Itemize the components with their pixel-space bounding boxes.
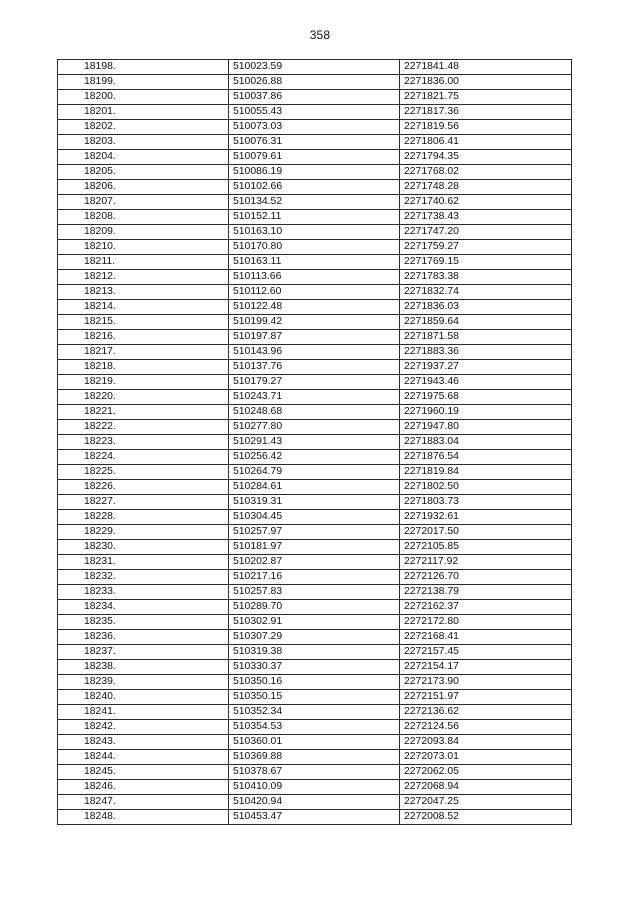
x-coordinate-cell: 510319.31 — [229, 495, 400, 510]
point-number-cell: 18208. — [58, 210, 229, 225]
point-number-cell: 18242. — [58, 720, 229, 735]
x-coordinate-cell: 510378.67 — [229, 765, 400, 780]
x-coordinate-cell: 510181.97 — [229, 540, 400, 555]
point-number-cell: 18205. — [58, 165, 229, 180]
y-coordinate-cell: 2271819.84 — [400, 465, 572, 480]
x-coordinate-cell: 510319.38 — [229, 645, 400, 660]
table-row — [58, 300, 572, 315]
y-coordinate-cell: 2271819.56 — [400, 120, 572, 135]
x-coordinate-cell: 510073.03 — [229, 120, 400, 135]
point-number-cell: 18239. — [58, 675, 229, 690]
point-number-cell: 18201. — [58, 105, 229, 120]
table-row — [58, 285, 572, 300]
table-row — [58, 240, 572, 255]
y-coordinate-cell: 2271740.62 — [400, 195, 572, 210]
point-number-cell: 18225. — [58, 465, 229, 480]
y-coordinate-cell: 2272154.17 — [400, 660, 572, 675]
x-coordinate-cell: 510102.66 — [229, 180, 400, 195]
x-coordinate-cell: 510202.87 — [229, 555, 400, 570]
table-row — [58, 345, 572, 360]
x-coordinate-cell: 510122.48 — [229, 300, 400, 315]
table-row — [58, 555, 572, 570]
point-number-cell: 18241. — [58, 705, 229, 720]
y-coordinate-cell: 2272017.50 — [400, 525, 572, 540]
coordinates-table — [57, 59, 572, 825]
point-number-cell: 18230. — [58, 540, 229, 555]
x-coordinate-cell: 510143.96 — [229, 345, 400, 360]
x-coordinate-cell: 510112.60 — [229, 285, 400, 300]
y-coordinate-cell: 2271932.61 — [400, 510, 572, 525]
coordinates-table-body — [58, 60, 572, 825]
y-coordinate-cell: 2271859.64 — [400, 315, 572, 330]
x-coordinate-cell: 510179.27 — [229, 375, 400, 390]
y-coordinate-cell: 2272093.84 — [400, 735, 572, 750]
table-row — [58, 360, 572, 375]
table-row — [58, 780, 572, 795]
table-row — [58, 165, 572, 180]
x-coordinate-cell: 510248.68 — [229, 405, 400, 420]
y-coordinate-cell: 2271821.75 — [400, 90, 572, 105]
x-coordinate-cell: 510350.16 — [229, 675, 400, 690]
x-coordinate-cell: 510152.11 — [229, 210, 400, 225]
table-row — [58, 180, 572, 195]
point-number-cell: 18202. — [58, 120, 229, 135]
x-coordinate-cell: 510291.43 — [229, 435, 400, 450]
point-number-cell: 18203. — [58, 135, 229, 150]
x-coordinate-cell: 510352.34 — [229, 705, 400, 720]
y-coordinate-cell: 2272172.80 — [400, 615, 572, 630]
x-coordinate-cell: 510217.16 — [229, 570, 400, 585]
table-row — [58, 675, 572, 690]
y-coordinate-cell: 2271806.41 — [400, 135, 572, 150]
table-row — [58, 330, 572, 345]
x-coordinate-cell: 510284.61 — [229, 480, 400, 495]
table-row — [58, 195, 572, 210]
table-row — [58, 525, 572, 540]
point-number-cell: 18210. — [58, 240, 229, 255]
table-row — [58, 150, 572, 165]
x-coordinate-cell: 510264.79 — [229, 465, 400, 480]
table-row — [58, 795, 572, 810]
x-coordinate-cell: 510354.53 — [229, 720, 400, 735]
x-coordinate-cell: 510086.19 — [229, 165, 400, 180]
point-number-cell: 18204. — [58, 150, 229, 165]
y-coordinate-cell: 2271783.38 — [400, 270, 572, 285]
table-row — [58, 90, 572, 105]
point-number-cell: 18233. — [58, 585, 229, 600]
table-row — [58, 390, 572, 405]
x-coordinate-cell: 510163.10 — [229, 225, 400, 240]
table-row — [58, 375, 572, 390]
x-coordinate-cell: 510243.71 — [229, 390, 400, 405]
point-number-cell: 18220. — [58, 390, 229, 405]
table-row — [58, 60, 572, 75]
y-coordinate-cell: 2272117.92 — [400, 555, 572, 570]
point-number-cell: 18218. — [58, 360, 229, 375]
y-coordinate-cell: 2271803.73 — [400, 495, 572, 510]
y-coordinate-cell: 2271802.50 — [400, 480, 572, 495]
x-coordinate-cell: 510037.86 — [229, 90, 400, 105]
y-coordinate-cell: 2271937.27 — [400, 360, 572, 375]
table-row — [58, 120, 572, 135]
point-number-cell: 18229. — [58, 525, 229, 540]
table-row — [58, 660, 572, 675]
point-number-cell: 18244. — [58, 750, 229, 765]
table-row — [58, 105, 572, 120]
y-coordinate-cell: 2271943.46 — [400, 375, 572, 390]
point-number-cell: 18214. — [58, 300, 229, 315]
point-number-cell: 18227. — [58, 495, 229, 510]
y-coordinate-cell: 2272151.97 — [400, 690, 572, 705]
x-coordinate-cell: 510257.83 — [229, 585, 400, 600]
y-coordinate-cell: 2271759.27 — [400, 240, 572, 255]
point-number-cell: 18247. — [58, 795, 229, 810]
y-coordinate-cell: 2271883.36 — [400, 345, 572, 360]
point-number-cell: 18213. — [58, 285, 229, 300]
point-number-cell: 18232. — [58, 570, 229, 585]
table-row — [58, 690, 572, 705]
table-row — [58, 225, 572, 240]
x-coordinate-cell: 510410.09 — [229, 780, 400, 795]
point-number-cell: 18219. — [58, 375, 229, 390]
table-row — [58, 810, 572, 825]
point-number-cell: 18226. — [58, 480, 229, 495]
y-coordinate-cell: 2271841.48 — [400, 60, 572, 75]
y-coordinate-cell: 2271883.04 — [400, 435, 572, 450]
y-coordinate-cell: 2272173.90 — [400, 675, 572, 690]
x-coordinate-cell: 510257.97 — [229, 525, 400, 540]
x-coordinate-cell: 510302.91 — [229, 615, 400, 630]
y-coordinate-cell: 2271960.19 — [400, 405, 572, 420]
table-row — [58, 315, 572, 330]
x-coordinate-cell: 510113.66 — [229, 270, 400, 285]
table-row — [58, 135, 572, 150]
y-coordinate-cell: 2272157.45 — [400, 645, 572, 660]
table-row — [58, 270, 572, 285]
point-number-cell: 18200. — [58, 90, 229, 105]
x-coordinate-cell: 510360.01 — [229, 735, 400, 750]
table-row — [58, 540, 572, 555]
x-coordinate-cell: 510134.52 — [229, 195, 400, 210]
x-coordinate-cell: 510304.45 — [229, 510, 400, 525]
x-coordinate-cell: 510277.80 — [229, 420, 400, 435]
y-coordinate-cell: 2272126.70 — [400, 570, 572, 585]
point-number-cell: 18228. — [58, 510, 229, 525]
table-row — [58, 750, 572, 765]
y-coordinate-cell: 2271747.20 — [400, 225, 572, 240]
table-row — [58, 705, 572, 720]
point-number-cell: 18234. — [58, 600, 229, 615]
table-row — [58, 405, 572, 420]
point-number-cell: 18216. — [58, 330, 229, 345]
x-coordinate-cell: 510163.11 — [229, 255, 400, 270]
y-coordinate-cell: 2272008.52 — [400, 810, 572, 825]
x-coordinate-cell: 510420.94 — [229, 795, 400, 810]
y-coordinate-cell: 2271836.00 — [400, 75, 572, 90]
y-coordinate-cell: 2272105.85 — [400, 540, 572, 555]
point-number-cell: 18222. — [58, 420, 229, 435]
y-coordinate-cell: 2272073.01 — [400, 750, 572, 765]
table-row — [58, 585, 572, 600]
point-number-cell: 18235. — [58, 615, 229, 630]
point-number-cell: 18198. — [58, 60, 229, 75]
y-coordinate-cell: 2272162.37 — [400, 600, 572, 615]
table-row — [58, 645, 572, 660]
table-row — [58, 570, 572, 585]
table-row — [58, 420, 572, 435]
y-coordinate-cell: 2271794.35 — [400, 150, 572, 165]
y-coordinate-cell: 2271738.43 — [400, 210, 572, 225]
x-coordinate-cell: 510055.43 — [229, 105, 400, 120]
point-number-cell: 18215. — [58, 315, 229, 330]
table-row — [58, 255, 572, 270]
point-number-cell: 18199. — [58, 75, 229, 90]
y-coordinate-cell: 2272047.25 — [400, 795, 572, 810]
point-number-cell: 18240. — [58, 690, 229, 705]
table-row — [58, 480, 572, 495]
point-number-cell: 18221. — [58, 405, 229, 420]
x-coordinate-cell: 510197.87 — [229, 330, 400, 345]
y-coordinate-cell: 2272138.79 — [400, 585, 572, 600]
point-number-cell: 18212. — [58, 270, 229, 285]
point-number-cell: 18238. — [58, 660, 229, 675]
table-row — [58, 615, 572, 630]
table-row — [58, 450, 572, 465]
point-number-cell: 18217. — [58, 345, 229, 360]
page-number: 358 — [309, 28, 331, 42]
point-number-cell: 18237. — [58, 645, 229, 660]
x-coordinate-cell: 510170.80 — [229, 240, 400, 255]
table-row — [58, 75, 572, 90]
point-number-cell: 18224. — [58, 450, 229, 465]
x-coordinate-cell: 510307.29 — [229, 630, 400, 645]
table-row — [58, 495, 572, 510]
point-number-cell: 18231. — [58, 555, 229, 570]
point-number-cell: 18236. — [58, 630, 229, 645]
y-coordinate-cell: 2271748.28 — [400, 180, 572, 195]
y-coordinate-cell: 2272168.41 — [400, 630, 572, 645]
point-number-cell: 18223. — [58, 435, 229, 450]
x-coordinate-cell: 510256.42 — [229, 450, 400, 465]
x-coordinate-cell: 510079.61 — [229, 150, 400, 165]
table-row — [58, 720, 572, 735]
y-coordinate-cell: 2272068.94 — [400, 780, 572, 795]
x-coordinate-cell: 510076.31 — [229, 135, 400, 150]
x-coordinate-cell: 510330.37 — [229, 660, 400, 675]
point-number-cell: 18245. — [58, 765, 229, 780]
point-number-cell: 18207. — [58, 195, 229, 210]
y-coordinate-cell: 2271817.36 — [400, 105, 572, 120]
point-number-cell: 18209. — [58, 225, 229, 240]
y-coordinate-cell: 2272062.05 — [400, 765, 572, 780]
y-coordinate-cell: 2272124.56 — [400, 720, 572, 735]
x-coordinate-cell: 510137.76 — [229, 360, 400, 375]
x-coordinate-cell: 510289.70 — [229, 600, 400, 615]
y-coordinate-cell: 2271947.80 — [400, 420, 572, 435]
x-coordinate-cell: 510350.15 — [229, 690, 400, 705]
table-row — [58, 465, 572, 480]
table-row — [58, 735, 572, 750]
table-row — [58, 630, 572, 645]
table-row — [58, 435, 572, 450]
y-coordinate-cell: 2271836.03 — [400, 300, 572, 315]
y-coordinate-cell: 2271768.02 — [400, 165, 572, 180]
point-number-cell: 18211. — [58, 255, 229, 270]
y-coordinate-cell: 2271975.68 — [400, 390, 572, 405]
point-number-cell: 18246. — [58, 780, 229, 795]
x-coordinate-cell: 510453.47 — [229, 810, 400, 825]
point-number-cell: 18206. — [58, 180, 229, 195]
y-coordinate-cell: 2272136.62 — [400, 705, 572, 720]
point-number-cell: 18243. — [58, 735, 229, 750]
table-row — [58, 210, 572, 225]
x-coordinate-cell: 510026.88 — [229, 75, 400, 90]
x-coordinate-cell: 510023.59 — [229, 60, 400, 75]
table-row — [58, 510, 572, 525]
y-coordinate-cell: 2271876.54 — [400, 450, 572, 465]
y-coordinate-cell: 2271871.58 — [400, 330, 572, 345]
table-row — [58, 765, 572, 780]
table-row — [58, 600, 572, 615]
x-coordinate-cell: 510199.42 — [229, 315, 400, 330]
x-coordinate-cell: 510369.88 — [229, 750, 400, 765]
point-number-cell: 18248. — [58, 810, 229, 825]
y-coordinate-cell: 2271832.74 — [400, 285, 572, 300]
y-coordinate-cell: 2271769.15 — [400, 255, 572, 270]
